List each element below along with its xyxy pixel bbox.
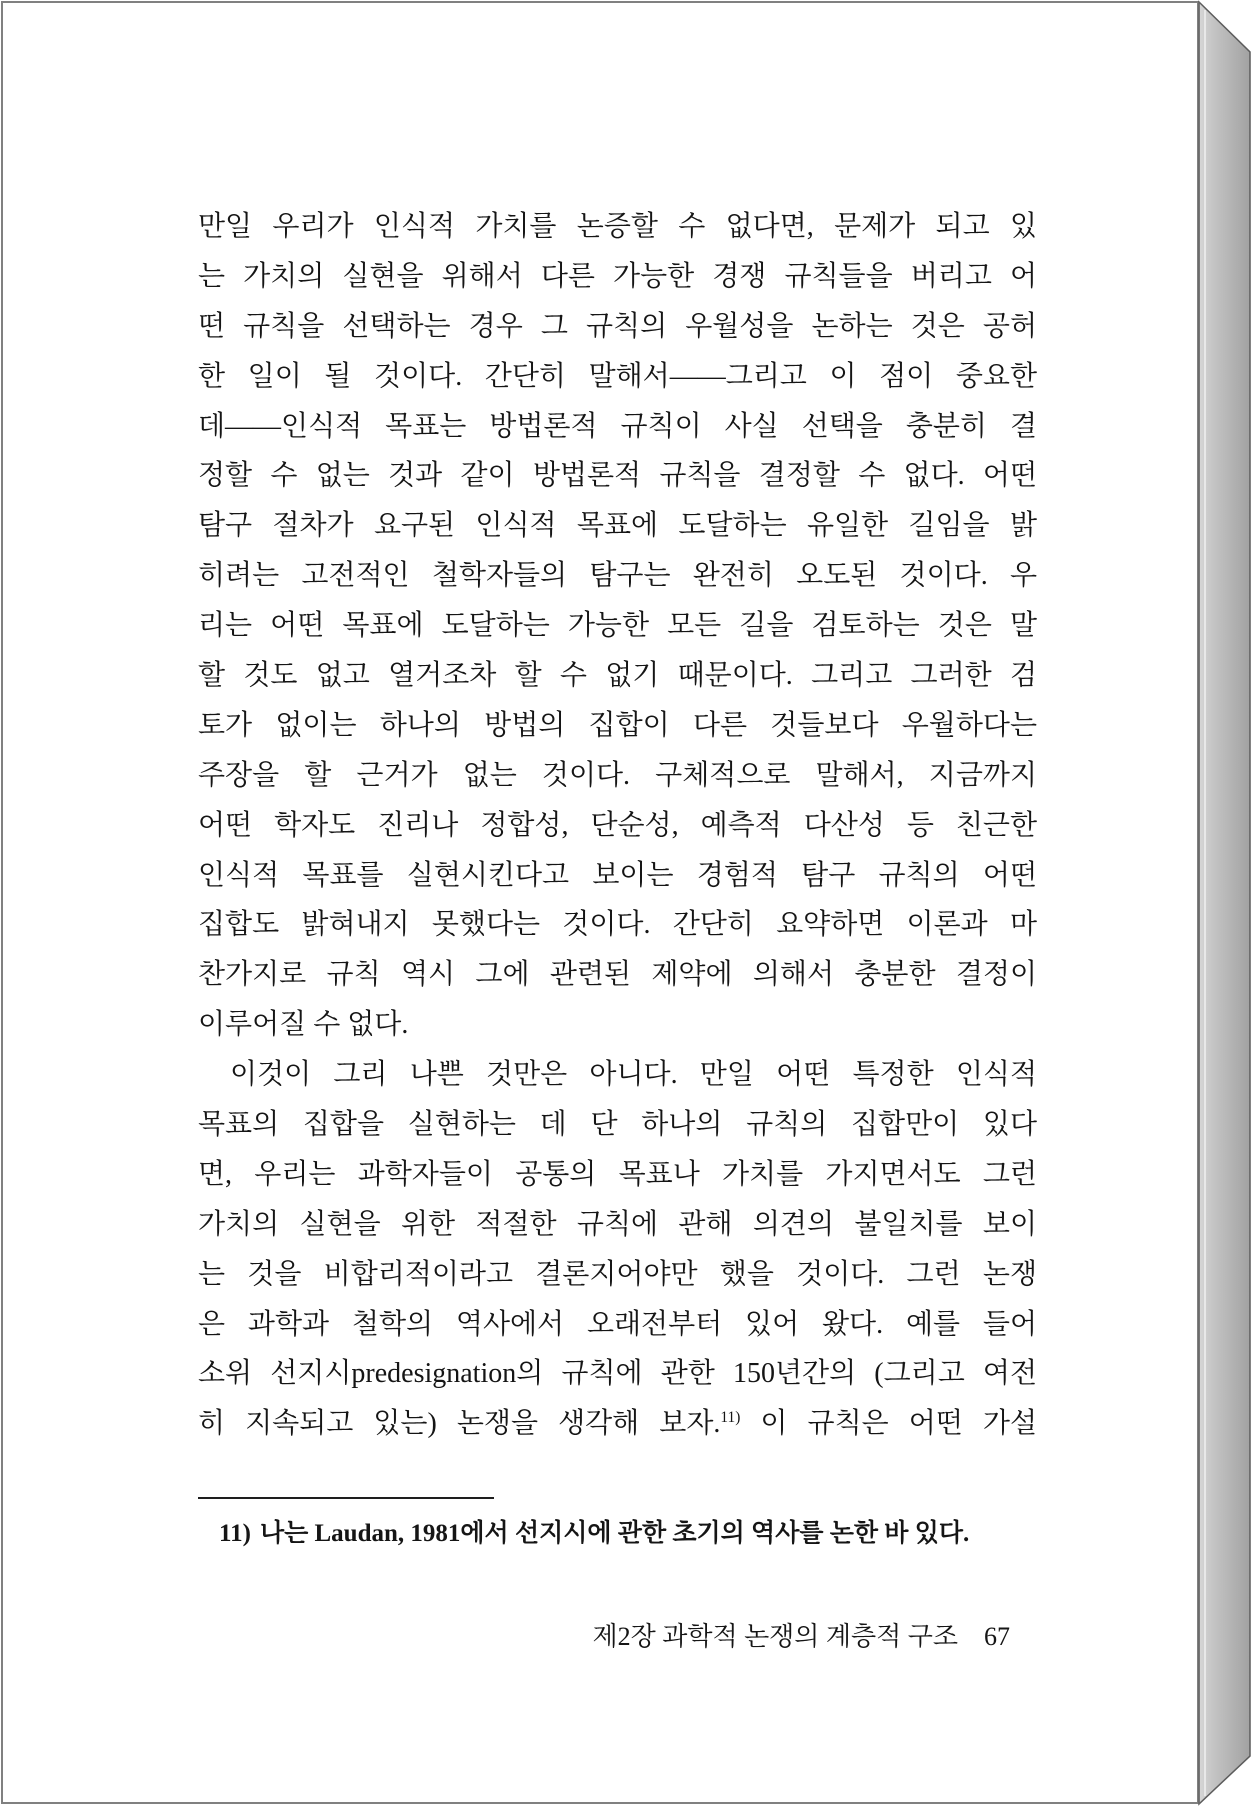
text-segment: 히 지속되고 있는) 논쟁을 생각해 보자. — [198, 1408, 721, 1440]
text-line: 목표의 집합을 실현하는 데 단 하나의 규칙의 집합만이 있다 — [198, 1109, 1037, 1141]
text-line: 정할 수 없는 것과 같이 방법론적 규칙을 결정할 수 없다. 어떤 — [198, 460, 1037, 492]
text-line: 은 과학과 철학의 역사에서 오래전부터 있어 왔다. 예를 들어 — [198, 1308, 1037, 1340]
book-page — [1, 1, 1199, 1804]
paragraph-2 — [198, 1050, 1037, 1449]
text-line: 면, 우리는 과학자들이 공통의 목표나 가치를 가지면서도 그런 — [198, 1158, 1037, 1190]
text-line: 소위 선지시predesignation의 규칙에 관한 150년간의 (그리고 여전 — [198, 1358, 1037, 1390]
book-edge-side — [1199, 2, 1250, 1804]
text-line: 가치의 실현을 위한 적절한 규칙에 관해 의견의 불일치를 보이 — [198, 1208, 1037, 1240]
text-line: 히려는 고전적인 철학자들의 탐구는 완전히 오도된 것이다. 우 — [198, 560, 1037, 592]
text-line: 탐구 절차가 요구된 인식적 목표에 도달하는 유일한 길임을 밝 — [198, 510, 1037, 542]
text-line: 한 일이 될 것이다. 간단히 말해서——그리고 이 점이 중요한 — [198, 360, 1037, 392]
page-number: 67 — [984, 1622, 1010, 1651]
text-line: 어떤 학자도 진리나 정합성, 단순성, 예측적 다산성 등 친근한 — [198, 809, 1037, 841]
text-line: 토가 없이는 하나의 방법의 집합이 다른 것들보다 우월하다는 — [198, 709, 1037, 741]
text-line: 는 것을 비합리적이라고 결론지어야만 했을 것이다. 그런 논쟁 — [198, 1258, 1037, 1290]
text-segment: 이 규칙은 어떤 가설 — [740, 1408, 1037, 1440]
paragraph-1 — [198, 202, 1037, 1050]
running-footer — [530, 1616, 1010, 1658]
text-line: 집합도 밝혀내지 못했다는 것이다. 간단히 요약하면 이론과 마 — [198, 909, 1037, 941]
text-line-indented: 이것이 그리 나쁜 것만은 아니다. 만일 어떤 특정한 인식적 — [230, 1059, 1037, 1091]
chapter-title: 제2장 과학적 논쟁의 계층적 구조 — [592, 1622, 958, 1651]
text-line-with-footnote-ref — [198, 1399, 1037, 1449]
footnote-text: 나는 Laudan, 1981에서 선지시에 관한 초기의 역사를 논한 바 있다. — [259, 1520, 970, 1547]
text-line-paragraph-end: 이루어질 수 없다. — [198, 1009, 409, 1041]
footnote-marker: 11) — [219, 1520, 251, 1547]
footnote-rule — [198, 1497, 494, 1499]
text-line: 주장을 할 근거가 없는 것이다. 구체적으로 말해서, 지금까지 — [198, 759, 1037, 791]
text-line: 데——인식적 목표는 방법론적 규칙이 사실 선택을 충분히 결 — [198, 410, 1037, 442]
text-line: 만일 우리가 인식적 가치를 논증할 수 없다면, 문제가 되고 있 — [198, 211, 1037, 242]
text-line: 는 가치의 실현을 위해서 다른 가능한 경쟁 규칙들을 버리고 어 — [198, 260, 1037, 292]
text-line: 인식적 목표를 실현시킨다고 보이는 경험적 탐구 규칙의 어떤 — [198, 859, 1037, 891]
footnote — [219, 1515, 1039, 1553]
text-line: 리는 어떤 목표에 도달하는 가능한 모든 길을 검토하는 것은 말 — [198, 610, 1037, 642]
text-line: 떤 규칙을 선택하는 경우 그 규칙의 우월성을 논하는 것은 공허 — [198, 310, 1037, 342]
footnote-ref-superscript: 11) — [720, 1409, 741, 1427]
body-text — [198, 202, 1037, 1449]
text-line: 찬가지로 규칙 역시 그에 관련된 제약에 의해서 충분한 결정이 — [198, 959, 1037, 991]
text-line: 할 것도 없고 열거조차 할 수 없기 때문이다. 그리고 그러한 검 — [198, 660, 1037, 692]
